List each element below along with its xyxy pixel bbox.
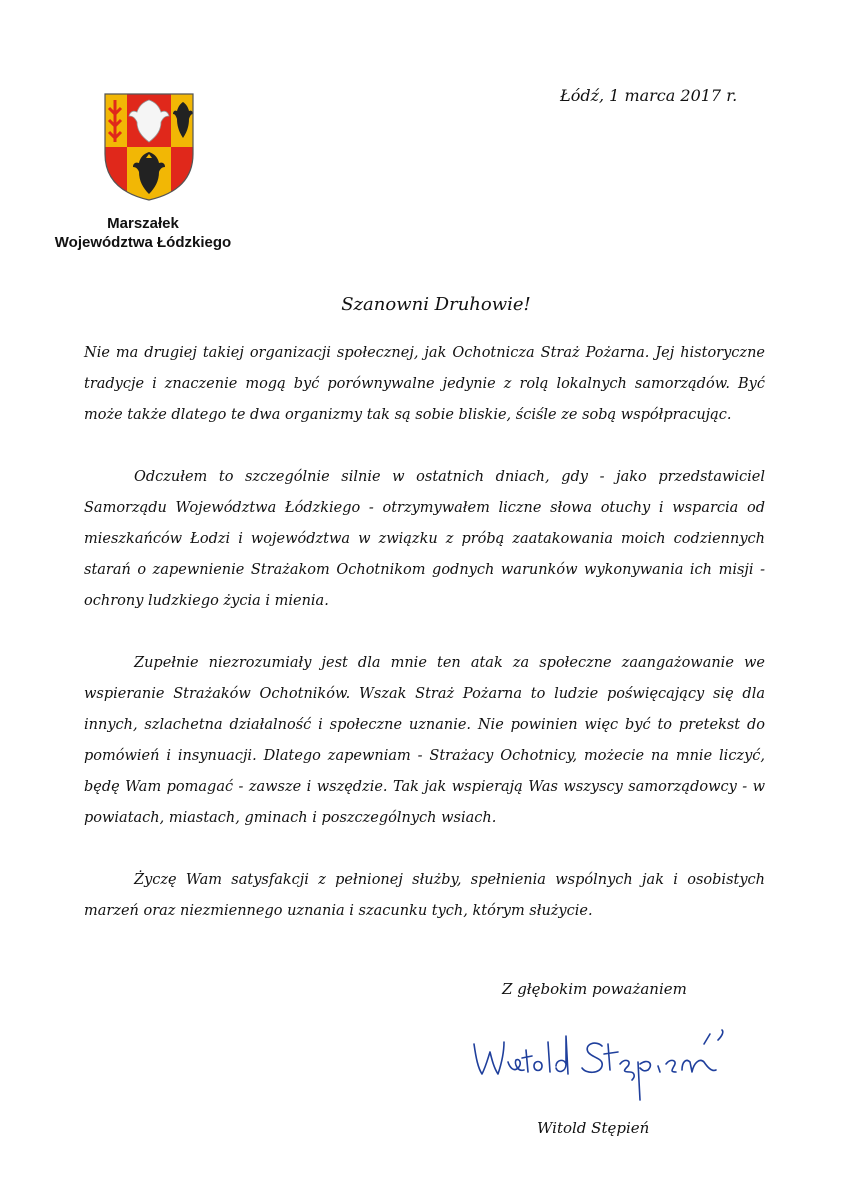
letter-date: Łódź, 1 marca 2017 r.	[560, 86, 738, 105]
coat-of-arms-icon	[103, 92, 195, 202]
paragraph-3: Zupełnie niezrozumiały jest dla mnie ten atak za społeczne zaangażowanie we wspieranie Strażaków Ochotników. Wszak Straż Pożarna to ludzie poświęcający się dla innych, szlachetna działalność i społeczne uznanie. Nie powinien więc być to pretekst do pomówień i insynuacji. Dlatego zapewniam - Strażacy Ochotnicy, możecie na mnie liczyć, będę Wam pomagać - zawsze i wszędzie. Tak jak wspierają Was wszyscy samorządowcy - w powiatach, miastach, gminach i poszczególnych wsiach.	[84, 655, 765, 826]
issuer-office	[30, 214, 256, 252]
closing-phrase: Z głębokim poważaniem	[502, 980, 687, 998]
paragraph-4: Życzę Wam satysfakcji z pełnionej służby, spełnienia wspólnych jak i osobistych marzeń oraz niezmiennego uznania i szacunku tych, którym służycie.	[84, 872, 765, 919]
letter-body	[84, 338, 765, 958]
paragraph-1: Nie ma drugiej takiej organizacji społecznej, jak Ochotnicza Straż Pożarna. Jej historyczne tradycje i znaczenie mogą być porównywalne jedynie z rolą lokalnych samorządów. Być może także dlatego te dwa organizmy tak są sobie bliskie, ściśle ze sobą współpracując.	[84, 345, 765, 423]
signer-name: Witold Stępień	[537, 1119, 650, 1137]
handwritten-signature	[468, 1022, 738, 1107]
office-region: Województwa Łódzkiego	[54, 234, 232, 251]
paragraph-2: Odczułem to szczególnie silnie w ostatnich dniach, gdy - jako przedstawiciel Samorządu Województwa Łódzkiego - otrzymywałem liczne słowa otuchy i wsparcia od mieszkańców Łodzi i województwa w związku z próbą zaatakowania moich codziennych starań o zapewnienie Strażakom Ochotnikom godnych warunków wykonywania ich misji - ochrony ludzkiego życia i mienia.	[84, 469, 765, 609]
office-title: Marszałek	[107, 215, 179, 232]
salutation: Szanowni Druhowie!	[341, 294, 531, 315]
